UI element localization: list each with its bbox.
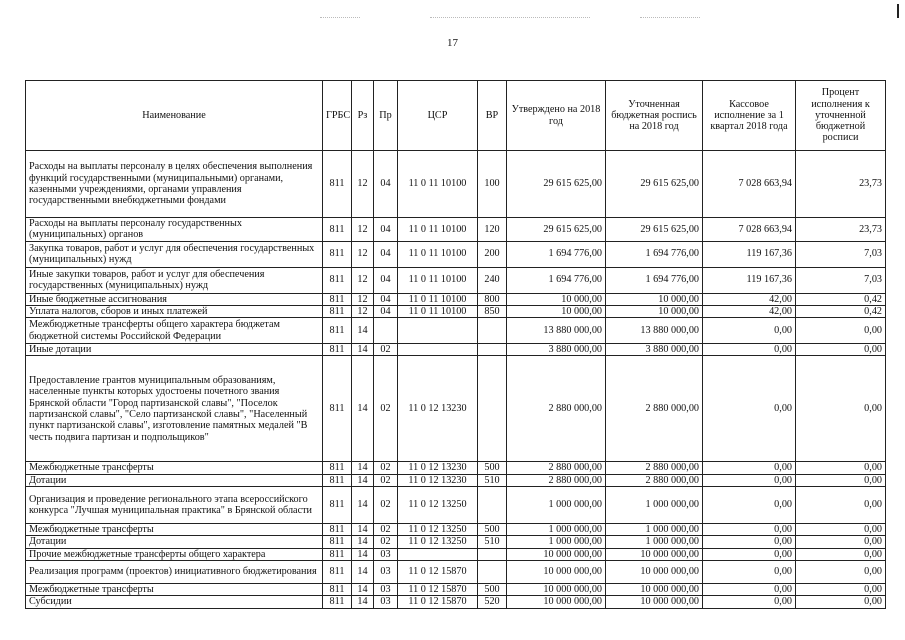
row-rz: 14 <box>352 474 374 486</box>
table-header-row <box>26 81 886 151</box>
row-csr <box>398 318 478 344</box>
row-rz: 14 <box>352 524 374 536</box>
row-vr: 500 <box>478 462 507 474</box>
row-pr: 02 <box>374 474 398 486</box>
row-grbs: 811 <box>323 596 352 608</box>
row-rz: 14 <box>352 462 374 474</box>
row-vr: 520 <box>478 596 507 608</box>
row-rz: 14 <box>352 318 374 344</box>
row-pr: 02 <box>374 524 398 536</box>
row-approved: 29 615 625,00 <box>507 218 606 242</box>
row-percent: 0,00 <box>796 462 886 474</box>
row-rz: 12 <box>352 241 374 267</box>
row-vr <box>478 318 507 344</box>
row-csr: 11 0 11 10100 <box>398 151 478 218</box>
table-row <box>26 560 886 583</box>
row-percent: 0,00 <box>796 548 886 560</box>
row-csr: 11 0 12 15870 <box>398 583 478 595</box>
row-vr: 100 <box>478 151 507 218</box>
row-percent: 0,00 <box>796 524 886 536</box>
row-rz: 12 <box>352 293 374 305</box>
row-refined: 3 880 000,00 <box>606 344 703 356</box>
row-csr: 11 0 11 10100 <box>398 293 478 305</box>
row-approved: 10 000,00 <box>507 293 606 305</box>
row-cash: 0,00 <box>703 474 796 486</box>
row-percent: 0,42 <box>796 305 886 317</box>
row-rz: 12 <box>352 151 374 218</box>
row-name: Межбюджетные трансферты <box>26 583 323 595</box>
row-pr: 04 <box>374 293 398 305</box>
row-vr: 240 <box>478 267 507 293</box>
row-approved: 1 000 000,00 <box>507 536 606 548</box>
scan-artifact <box>640 17 700 19</box>
row-csr <box>398 344 478 356</box>
row-cash: 0,00 <box>703 462 796 474</box>
row-cash: 119 167,36 <box>703 241 796 267</box>
row-grbs: 811 <box>323 305 352 317</box>
row-rz: 14 <box>352 560 374 583</box>
row-name: Иные бюджетные ассигнования <box>26 293 323 305</box>
row-pr: 03 <box>374 596 398 608</box>
row-percent: 0,00 <box>796 474 886 486</box>
row-vr <box>478 356 507 462</box>
row-cash: 0,00 <box>703 596 796 608</box>
row-refined: 10 000 000,00 <box>606 596 703 608</box>
row-csr: 11 0 12 13250 <box>398 536 478 548</box>
row-pr: 02 <box>374 462 398 474</box>
row-refined: 1 694 776,00 <box>606 241 703 267</box>
row-cash: 0,00 <box>703 548 796 560</box>
row-name: Организация и проведение регионального этапа всероссийского конкурса "Лучшая муниципальная практика" в Брянской области <box>26 487 323 524</box>
row-pr: 04 <box>374 241 398 267</box>
row-refined: 2 880 000,00 <box>606 474 703 486</box>
row-rz: 14 <box>352 583 374 595</box>
row-vr: 500 <box>478 583 507 595</box>
row-cash: 0,00 <box>703 356 796 462</box>
row-approved: 29 615 625,00 <box>507 151 606 218</box>
row-rz: 14 <box>352 536 374 548</box>
row-pr: 04 <box>374 151 398 218</box>
row-vr: 120 <box>478 218 507 242</box>
column-header-vr: ВР <box>478 81 507 151</box>
row-csr: 11 0 12 13250 <box>398 524 478 536</box>
row-vr: 850 <box>478 305 507 317</box>
row-approved: 10 000,00 <box>507 305 606 317</box>
table-row <box>26 474 886 486</box>
row-csr: 11 0 12 15870 <box>398 560 478 583</box>
row-percent: 23,73 <box>796 218 886 242</box>
row-csr: 11 0 11 10100 <box>398 267 478 293</box>
row-cash: 0,00 <box>703 344 796 356</box>
row-refined: 29 615 625,00 <box>606 218 703 242</box>
row-rz: 12 <box>352 267 374 293</box>
table-row <box>26 583 886 595</box>
row-vr: 510 <box>478 536 507 548</box>
row-cash: 0,00 <box>703 560 796 583</box>
table-row <box>26 596 886 608</box>
row-vr: 500 <box>478 524 507 536</box>
scan-edge-mark <box>897 4 899 18</box>
row-percent: 7,03 <box>796 267 886 293</box>
row-pr: 03 <box>374 583 398 595</box>
row-approved: 1 694 776,00 <box>507 241 606 267</box>
row-percent: 0,00 <box>796 487 886 524</box>
row-rz: 14 <box>352 548 374 560</box>
row-vr <box>478 548 507 560</box>
row-pr: 03 <box>374 548 398 560</box>
row-csr: 11 0 12 13230 <box>398 356 478 462</box>
row-rz: 14 <box>352 487 374 524</box>
scan-artifact <box>430 17 590 19</box>
row-pr: 02 <box>374 344 398 356</box>
row-cash: 0,00 <box>703 583 796 595</box>
row-refined: 1 694 776,00 <box>606 267 703 293</box>
row-cash: 119 167,36 <box>703 267 796 293</box>
row-rz: 14 <box>352 344 374 356</box>
table-row <box>26 267 886 293</box>
row-grbs: 811 <box>323 344 352 356</box>
row-grbs: 811 <box>323 462 352 474</box>
budget-execution-table <box>25 80 886 609</box>
row-rz: 12 <box>352 305 374 317</box>
row-name: Межбюджетные трансферты <box>26 462 323 474</box>
table-row <box>26 524 886 536</box>
table-row <box>26 536 886 548</box>
table-row <box>26 548 886 560</box>
column-header-percent: Процент исполнения к уточненной бюджетной росписи <box>796 81 886 151</box>
row-grbs: 811 <box>323 487 352 524</box>
row-csr: 11 0 12 15870 <box>398 596 478 608</box>
row-cash: 7 028 663,94 <box>703 151 796 218</box>
scan-artifact <box>320 17 360 19</box>
row-approved: 1 000 000,00 <box>507 487 606 524</box>
row-rz: 14 <box>352 596 374 608</box>
row-cash: 42,00 <box>703 293 796 305</box>
column-header-rz: Рз <box>352 81 374 151</box>
row-percent: 23,73 <box>796 151 886 218</box>
row-refined: 10 000,00 <box>606 305 703 317</box>
row-name: Предоставление грантов муниципальным образованиям, населенные пункты которых удостоены почетного звания Брянской области "Город партизанской славы", "Поселок партизанской славы", "Село партизанской славы", "Населенный пункт партизанской славы", изготовление памятных медалей "В честь подвига партизан и подпольщиков" <box>26 356 323 462</box>
row-rz: 12 <box>352 218 374 242</box>
row-vr: 800 <box>478 293 507 305</box>
row-approved: 13 880 000,00 <box>507 318 606 344</box>
row-name: Закупка товаров, работ и услуг для обеспечения государственных (муниципальных) нужд <box>26 241 323 267</box>
row-csr: 11 0 11 10100 <box>398 305 478 317</box>
row-approved: 10 000 000,00 <box>507 548 606 560</box>
row-percent: 0,42 <box>796 293 886 305</box>
row-approved: 3 880 000,00 <box>507 344 606 356</box>
row-pr: 04 <box>374 267 398 293</box>
row-name: Дотации <box>26 536 323 548</box>
row-refined: 2 880 000,00 <box>606 462 703 474</box>
row-refined: 1 000 000,00 <box>606 487 703 524</box>
row-csr: 11 0 11 10100 <box>398 241 478 267</box>
table-row <box>26 218 886 242</box>
table-row <box>26 356 886 462</box>
row-percent: 0,00 <box>796 583 886 595</box>
row-grbs: 811 <box>323 293 352 305</box>
column-header-refined: Уточненная бюджетная роспись на 2018 год <box>606 81 703 151</box>
row-refined: 10 000 000,00 <box>606 560 703 583</box>
row-refined: 10 000,00 <box>606 293 703 305</box>
row-vr: 510 <box>478 474 507 486</box>
row-refined: 10 000 000,00 <box>606 583 703 595</box>
row-approved: 2 880 000,00 <box>507 356 606 462</box>
column-header-approved: Утверждено на 2018 год <box>507 81 606 151</box>
table-row <box>26 293 886 305</box>
page-number: 17 <box>447 37 458 49</box>
row-refined: 2 880 000,00 <box>606 356 703 462</box>
row-name: Дотации <box>26 474 323 486</box>
table-row <box>26 318 886 344</box>
row-csr: 11 0 12 13250 <box>398 487 478 524</box>
row-vr <box>478 344 507 356</box>
row-grbs: 811 <box>323 583 352 595</box>
row-refined: 10 000 000,00 <box>606 548 703 560</box>
row-vr <box>478 487 507 524</box>
row-percent: 0,00 <box>796 318 886 344</box>
row-grbs: 811 <box>323 474 352 486</box>
row-grbs: 811 <box>323 548 352 560</box>
table-row <box>26 151 886 218</box>
row-refined: 29 615 625,00 <box>606 151 703 218</box>
row-cash: 42,00 <box>703 305 796 317</box>
row-percent: 0,00 <box>796 596 886 608</box>
row-percent: 0,00 <box>796 356 886 462</box>
column-header-pr: Пр <box>374 81 398 151</box>
row-cash: 0,00 <box>703 318 796 344</box>
row-name: Иные дотации <box>26 344 323 356</box>
table-row <box>26 344 886 356</box>
row-grbs: 811 <box>323 356 352 462</box>
row-grbs: 811 <box>323 218 352 242</box>
row-csr <box>398 548 478 560</box>
row-vr <box>478 560 507 583</box>
table-row <box>26 305 886 317</box>
column-header-cash: Кассовое исполнение за 1 квартал 2018 года <box>703 81 796 151</box>
row-vr: 200 <box>478 241 507 267</box>
row-cash: 0,00 <box>703 524 796 536</box>
table-row <box>26 487 886 524</box>
row-name: Расходы на выплаты персоналу государственных (муниципальных) органов <box>26 218 323 242</box>
row-pr: 02 <box>374 487 398 524</box>
column-header-grbs: ГРБС <box>323 81 352 151</box>
row-grbs: 811 <box>323 151 352 218</box>
row-rz: 14 <box>352 356 374 462</box>
row-name: Межбюджетные трансферты <box>26 524 323 536</box>
row-cash: 0,00 <box>703 536 796 548</box>
row-grbs: 811 <box>323 267 352 293</box>
column-header-name: Наименование <box>26 81 323 151</box>
row-percent: 7,03 <box>796 241 886 267</box>
row-refined: 1 000 000,00 <box>606 524 703 536</box>
row-name: Субсидии <box>26 596 323 608</box>
row-name: Расходы на выплаты персоналу в целях обеспечения выполнения функций государственными (муниципальными) органами, казенными учреждениями, органами управления государственными внебюджетными фондами <box>26 151 323 218</box>
row-name: Прочие межбюджетные трансферты общего характера <box>26 548 323 560</box>
row-refined: 1 000 000,00 <box>606 536 703 548</box>
row-grbs: 811 <box>323 318 352 344</box>
row-cash: 7 028 663,94 <box>703 218 796 242</box>
row-pr: 04 <box>374 218 398 242</box>
row-grbs: 811 <box>323 536 352 548</box>
row-approved: 10 000 000,00 <box>507 596 606 608</box>
row-name: Уплата налогов, сборов и иных платежей <box>26 305 323 317</box>
row-csr: 11 0 11 10100 <box>398 218 478 242</box>
row-percent: 0,00 <box>796 344 886 356</box>
row-name: Реализация программ (проектов) инициативного бюджетирования <box>26 560 323 583</box>
row-percent: 0,00 <box>796 560 886 583</box>
row-approved: 1 000 000,00 <box>507 524 606 536</box>
row-name: Межбюджетные трансферты общего характера бюджетам бюджетной системы Российской Федерации <box>26 318 323 344</box>
row-pr: 02 <box>374 536 398 548</box>
row-pr: 04 <box>374 305 398 317</box>
row-grbs: 811 <box>323 241 352 267</box>
row-approved: 2 880 000,00 <box>507 462 606 474</box>
row-csr: 11 0 12 13230 <box>398 462 478 474</box>
column-header-csr: ЦСР <box>398 81 478 151</box>
row-grbs: 811 <box>323 524 352 536</box>
row-approved: 10 000 000,00 <box>507 560 606 583</box>
table-row <box>26 241 886 267</box>
row-approved: 1 694 776,00 <box>507 267 606 293</box>
row-approved: 10 000 000,00 <box>507 583 606 595</box>
row-pr: 03 <box>374 560 398 583</box>
row-refined: 13 880 000,00 <box>606 318 703 344</box>
row-name: Иные закупки товаров, работ и услуг для обеспечения государственных (муниципальных) нужд <box>26 267 323 293</box>
row-cash: 0,00 <box>703 487 796 524</box>
row-grbs: 811 <box>323 560 352 583</box>
row-percent: 0,00 <box>796 536 886 548</box>
row-approved: 2 880 000,00 <box>507 474 606 486</box>
row-pr: 02 <box>374 356 398 462</box>
table-row <box>26 462 886 474</box>
row-csr: 11 0 12 13230 <box>398 474 478 486</box>
row-pr <box>374 318 398 344</box>
